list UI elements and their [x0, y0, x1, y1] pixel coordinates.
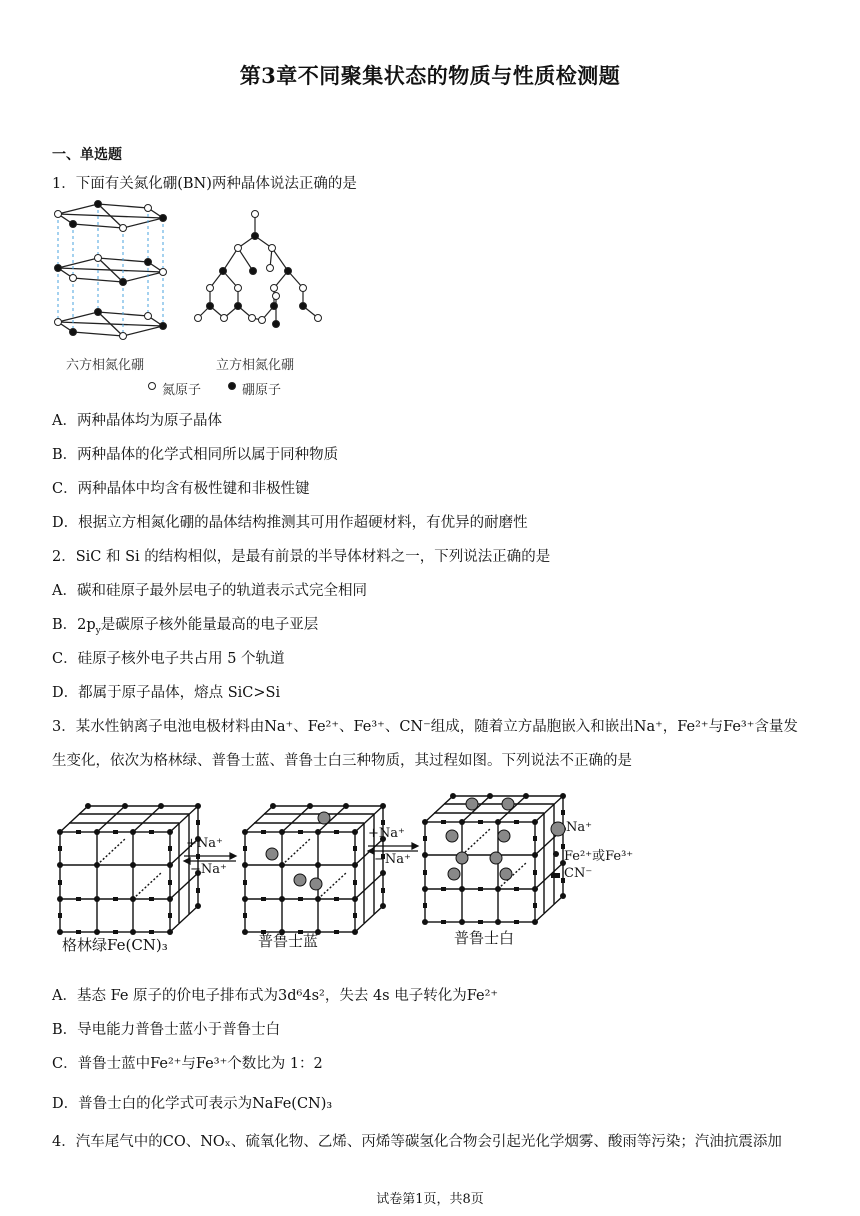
q3-stem-line2: 生变化，依次为格林绿、普鲁士蓝、普鲁士白三种物质，其过程如图。下列说法不正确的是 — [52, 753, 632, 769]
q3-option-a: A．基态 Fe 原子的价电子排布式为3d⁶4s²，失去 4s 电子转化为Fe²⁺ — [52, 988, 499, 1004]
q1-option-d: D．根据立方相氮化硼的晶体结构推测其可用作超硬材料，有优异的耐磨性 — [52, 515, 528, 531]
arrow2-remove-na: −Na⁺ — [374, 852, 411, 867]
q1-stem: 1．下面有关氮化硼(BN)两种晶体说法正确的是 — [52, 176, 357, 192]
q4-stem: 4．汽车尾气中的CO、NOₓ、硫氧化物、乙烯、丙烯等碳氢化合物会引起光化学烟雾、酸雨等污染；汽油抗震添加 — [52, 1134, 782, 1150]
nitrogen-legend-dot — [149, 383, 156, 390]
page-footer: 试卷第1页，共8页 — [376, 1192, 484, 1207]
legend-fe-label: Fe²⁺或Fe³⁺ — [564, 849, 634, 864]
q2-option-c: C．硅原子核外电子共占用 5 个轨道 — [52, 651, 285, 667]
q1-option-b: B．两种晶体的化学式相同所以属于同种物质 — [52, 447, 339, 463]
legend-cn-label: CN⁻ — [564, 866, 593, 881]
arrow2-add-na: +Na⁺ — [368, 826, 405, 841]
q3-option-c: C．普鲁士蓝中Fe²⁺与Fe³⁺个数比为 1：2 — [52, 1056, 323, 1072]
q2-option-d: D．都属于原子晶体，熔点 SiC>Si — [52, 685, 281, 701]
q2-option-b: B．$2p_y$是碳原子核外能量最高的电子亚层 — [52, 617, 319, 636]
cube-berlin-green — [57, 803, 201, 935]
q3-stem-line1: 3．某水性钠离子电池电极材料由Na⁺、Fe²⁺、Fe³⁺、CN⁻组成，随着立方晶胞嵌入和嵌出Na⁺，Fe²⁺与Fe³⁺含量发 — [52, 719, 798, 735]
q3-option-b: B．导电能力普鲁士蓝小于普鲁士白 — [52, 1022, 281, 1038]
caption-cubic-bn: 立方相氮化硼 — [216, 358, 295, 373]
legend-cn-mark — [551, 873, 560, 878]
caption-prussian-blue: 普鲁士蓝 — [258, 932, 319, 950]
caption-berlin-green: 格林绿Fe(CN)₃ — [62, 936, 168, 954]
legend-boron: 硼原子 — [242, 383, 282, 398]
caption-hexagonal-bn: 六方相氮化硼 — [66, 358, 145, 373]
arrow1-remove-na: −Na⁺ — [190, 862, 227, 877]
q2-option-a: A．碳和硅原子最外层电子的轨道表示式完全相同 — [52, 583, 367, 599]
legend-fe-dot — [553, 851, 559, 857]
q2-stem: 2．SiC 和 Si 的结构相似，是最有前景的半导体材料之一，下列说法正确的是 — [52, 549, 551, 565]
caption-prussian-white: 普鲁士白 — [454, 929, 515, 947]
arrow1-add-na: +Na⁺ — [186, 836, 223, 851]
cube-prussian-white — [422, 793, 566, 925]
q3-option-d: D．普鲁士白的化学式可表示为NaFe(CN)₃ — [52, 1096, 333, 1112]
legend-na-dot — [551, 822, 565, 836]
legend-nitrogen: 氮原子 — [162, 383, 202, 398]
cube-prussian-blue — [242, 803, 386, 935]
boron-legend-dot — [229, 383, 236, 390]
q1-option-a: A．两种晶体均为原子晶体 — [52, 413, 222, 429]
q1-option-c: C．两种晶体中均含有极性键和非极性键 — [52, 481, 310, 497]
legend-na-label: Na⁺ — [566, 820, 592, 835]
section-heading: 一、单选题 — [52, 147, 122, 163]
page-title: 第3章不同聚集状态的物质与性质检测题 — [239, 63, 621, 88]
